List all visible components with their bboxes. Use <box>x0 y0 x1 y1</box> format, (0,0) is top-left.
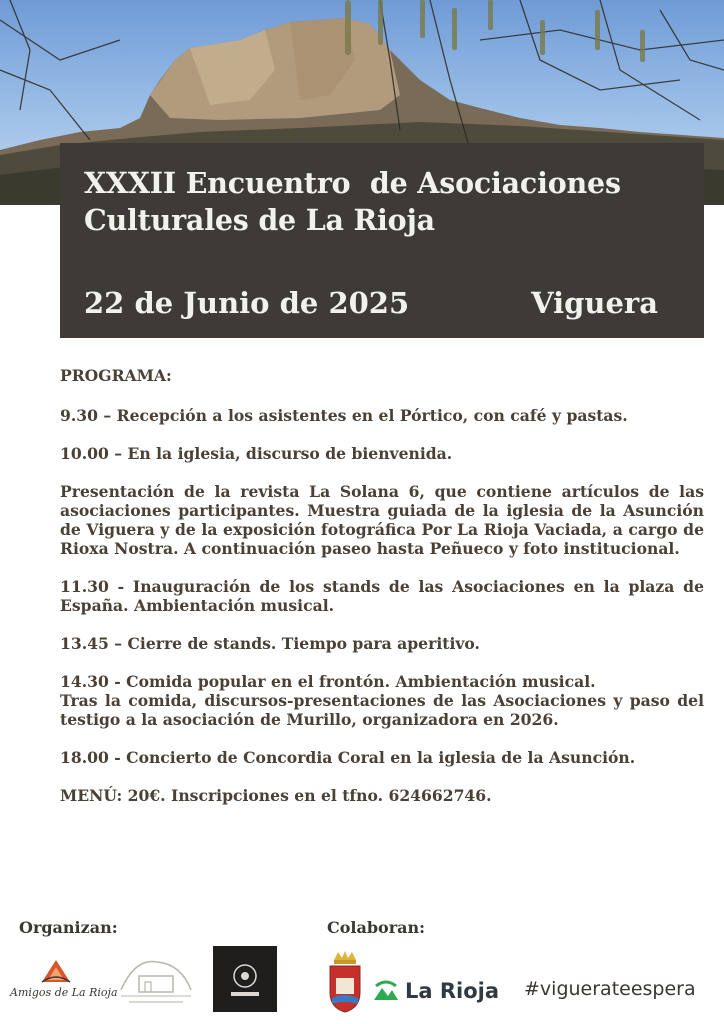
title-banner <box>60 143 704 338</box>
coat-of-arms-icon <box>326 950 364 1014</box>
event-hashtag: #viguerateespera <box>524 978 696 1000</box>
program-item: Presentación de la revista La Solana 6, que contiene artículos de las asociaciones participantes. Muestra guiada de la iglesia de la Asunción de Viguera y de la exposición fotográfica Por La Rioja Vaciada, a cargo de Rioxa Nostra. A continuación paseo hasta Peñueco y foto institucional. <box>60 482 704 558</box>
organizan-label: Organizan: <box>19 918 118 937</box>
colaboran-label: Colaboran: <box>327 918 426 937</box>
program-item: 11.30 - Inauguración de los stands de las Asociaciones en la plaza de España. Ambientación musical. <box>60 577 704 615</box>
program-heading: PROGRAMA: <box>60 366 172 385</box>
program-item: 10.00 – En la iglesia, discurso de bienvenida. <box>60 444 453 463</box>
menu-info: MENÚ: 20€. Inscripciones en el tfno. 624662746. <box>60 786 492 805</box>
event-date: 22 de Junio de 2025 <box>84 286 410 320</box>
program-section <box>60 366 704 805</box>
program-item: 9.30 – Recepción a los asistentes en el Pórtico, con café y pastas. <box>60 406 628 425</box>
amigos-logo-icon <box>36 958 76 986</box>
program-item: Tras la comida, discursos-presentaciones de las Asociaciones y paso del testigo a la asociación de Murillo, organizadora en 2026. <box>60 691 704 729</box>
program-item: 13.45 – Cierre de stands. Tiempo para aperitivo. <box>60 634 480 653</box>
association-line-logo-icon <box>115 950 197 1012</box>
amigos-logo-text: Amigos de La Rioja <box>10 986 118 999</box>
program-item: 14.30 - Comida popular en el frontón. Ambientación musical. <box>60 672 596 691</box>
event-title-line-1: XXXII Encuentro de Asociaciones <box>84 166 621 200</box>
event-place: Viguera <box>531 286 658 320</box>
event-title <box>84 165 694 239</box>
larioja-mark-icon <box>372 978 400 1004</box>
program-item: 18.00 - Concierto de Concordia Coral en la iglesia de la Asunción. <box>60 748 636 767</box>
larioja-logo-text: La Rioja <box>405 979 500 1003</box>
event-title-line-2: Culturales de La Rioja <box>84 203 435 237</box>
black-badge-logo-icon <box>213 946 277 1012</box>
